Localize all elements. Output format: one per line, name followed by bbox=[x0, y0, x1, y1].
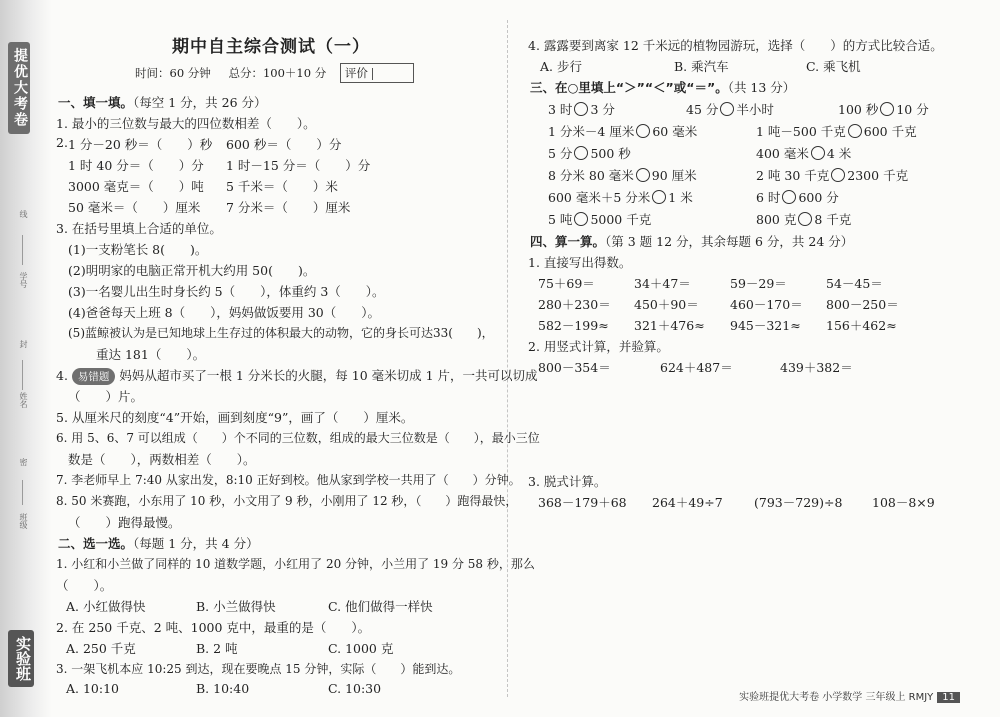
section-note: （每题 1 分，共 4 分） bbox=[133, 536, 259, 551]
compute-question-3: 3. 脱式计算。 bbox=[528, 474, 607, 489]
question-6: 6. 用 5、6、7 可以组成（ ）个不同的三位数，组成的最大三位数是（ ），最小三位 bbox=[56, 431, 540, 445]
question-2-item: 3000 毫克＝（ ）吨 bbox=[68, 179, 204, 194]
spine-divider bbox=[22, 360, 23, 390]
choice-option: B. 10:40 bbox=[196, 681, 250, 696]
spine-class-label: 班级 bbox=[19, 513, 28, 529]
oral-item: 800－250＝ bbox=[826, 297, 899, 312]
eval-blank[interactable] bbox=[372, 68, 409, 80]
compare-circle[interactable] bbox=[652, 190, 666, 204]
choice-question-1-cont: （ ）。 bbox=[56, 578, 113, 593]
oral-item: 945－321≈ bbox=[730, 318, 801, 333]
compare-item: 8 分米 80 毫米 90 厘米 bbox=[548, 168, 697, 183]
exam-meta bbox=[135, 63, 414, 83]
compare-item: 100 秒 10 分 bbox=[838, 102, 929, 117]
section-heading-choose bbox=[58, 534, 259, 552]
question-1: 1. 最小的三位数与最大的四位数相差（ ）。 bbox=[56, 116, 316, 131]
compare-item: 800 克 8 千克 bbox=[756, 212, 852, 227]
oral-item: 582－199≈ bbox=[538, 318, 609, 333]
choice-option: C. 10:30 bbox=[328, 681, 382, 696]
vertical-calc-item: 624＋487＝ bbox=[660, 360, 733, 375]
compare-circle[interactable] bbox=[831, 168, 845, 182]
question-2-item: 5 千米＝（ ）米 bbox=[226, 179, 338, 194]
spine-name-label: 姓名 bbox=[19, 392, 28, 408]
compare-item: 2 吨 30 千克 2300 千克 bbox=[756, 168, 909, 183]
compare-item: 400 毫米 4 米 bbox=[756, 146, 852, 161]
question-7: 7. 李老师早上 7:40 从家出发，8:10 正好到校。他从家到学校一共用了（ ）分钟。 bbox=[56, 473, 521, 487]
oral-item: 34＋47＝ bbox=[634, 276, 691, 291]
choice-option: B. 2 吨 bbox=[196, 641, 238, 656]
section-heading-compute bbox=[530, 232, 853, 250]
question-2-item: 50 毫米＝（ ）厘米 bbox=[68, 200, 201, 215]
compare-item: 1 分米－4 厘米 60 毫米 bbox=[548, 124, 698, 139]
choice-question-1: 1. 小红和小兰做了同样的 10 道数学题，小红用了 20 分钟，小兰用了 19 分 58 秒，那么 bbox=[56, 557, 535, 571]
question-number: 4. bbox=[56, 368, 68, 383]
oral-item: 321＋476≈ bbox=[634, 318, 705, 333]
compare-item: 600 毫米＋5 分米 1 米 bbox=[548, 190, 693, 205]
question-2-item: 1 时 40 分＝（ ）分 bbox=[68, 158, 204, 173]
compare-item: 45 分 半小时 bbox=[686, 102, 774, 117]
spine-divider bbox=[22, 235, 23, 265]
spine-secret-mark: 密 bbox=[19, 458, 28, 466]
question-2-item: 7 分米＝（ ）厘米 bbox=[226, 200, 351, 215]
spine-divider bbox=[22, 480, 23, 505]
compare-item: 5 分 500 秒 bbox=[548, 146, 631, 161]
section-title: 三、在○里填上“＞”“＜”或“＝”。 bbox=[530, 80, 728, 95]
question-8-cont: （ ）跑得最慢。 bbox=[68, 515, 181, 530]
oral-item: 280＋230＝ bbox=[538, 297, 611, 312]
oral-item: 75＋69＝ bbox=[538, 276, 595, 291]
binding-spine bbox=[0, 0, 52, 717]
choice-option: C. 乘飞机 bbox=[806, 59, 861, 74]
choice-option: A. 步行 bbox=[540, 59, 582, 74]
oral-item: 54－45＝ bbox=[826, 276, 883, 291]
compute-question-1: 1. 直接写出得数。 bbox=[528, 255, 632, 270]
step-calc-item: 368－179＋68 bbox=[538, 495, 627, 510]
step-calc-item: (793－729)÷8 bbox=[754, 495, 843, 510]
oral-item: 59－29＝ bbox=[730, 276, 787, 291]
compare-item: 1 吨－500 千克 600 千克 bbox=[756, 124, 917, 139]
choice-option: C. 1000 克 bbox=[328, 641, 394, 656]
choice-option: A. 250 千克 bbox=[66, 641, 136, 656]
step-calc-item: 264＋49÷7 bbox=[652, 495, 723, 510]
section-title: 二、选一选。 bbox=[58, 536, 134, 551]
page-title: 期中自主综合测试（一） bbox=[172, 37, 370, 57]
step-calc-item: 108－8×9 bbox=[872, 495, 935, 510]
section-title: 一、填一填。 bbox=[58, 95, 134, 110]
question-3-item: (5)蓝鲸被认为是已知地球上生存过的体积最大的动物，它的身长可达33( )， bbox=[68, 326, 494, 340]
compare-circle[interactable] bbox=[574, 212, 588, 226]
vertical-calc-item: 800－354＝ bbox=[538, 360, 611, 375]
question-2-item: 600 秒＝（ ）分 bbox=[226, 137, 342, 152]
eval-box bbox=[340, 63, 414, 83]
page-footer bbox=[739, 688, 960, 703]
choice-question-3: 3. 一架飞机本应 10:25 到达，现在要晚点 15 分钟，实际（ ）能到达。 bbox=[56, 662, 461, 676]
eval-label: 评价 bbox=[344, 66, 368, 80]
compare-circle[interactable] bbox=[848, 124, 862, 138]
choice-option: B. 小兰做得快 bbox=[196, 599, 276, 614]
question-5: 5. 从厘米尺的刻度“4”开始，画到刻度“9”，画了（ ）厘米。 bbox=[56, 410, 414, 425]
compare-item: 6 时 600 分 bbox=[756, 190, 839, 205]
compare-circle[interactable] bbox=[636, 168, 650, 182]
choice-option: A. 10:10 bbox=[66, 681, 119, 696]
section-heading-fill bbox=[58, 93, 267, 111]
question-3: 3. 在括号里填上合适的单位。 bbox=[56, 221, 222, 236]
spine-brand-label: 提优大考卷 bbox=[8, 42, 30, 134]
question-2-number: 2. bbox=[56, 135, 68, 150]
spine-seal-mark: 封 bbox=[19, 340, 28, 348]
page-fold-line bbox=[507, 20, 508, 697]
compare-circle[interactable] bbox=[782, 190, 796, 204]
choice-question-2: 2. 在 250 千克、2 吨、1000 克中，最重的是（ ）。 bbox=[56, 620, 371, 635]
question-3-item: 重达 181（ ）。 bbox=[96, 347, 206, 362]
compare-circle[interactable] bbox=[798, 212, 812, 226]
page-number: 11 bbox=[937, 692, 960, 703]
section-heading-compare bbox=[530, 78, 795, 96]
compare-circle[interactable] bbox=[880, 102, 894, 116]
section-note: （第 3 题 12 分，其余每题 6 分，共 24 分） bbox=[605, 234, 854, 249]
footer-text: 实验班提优大考卷 小学数学 三年级上 RMJY bbox=[739, 692, 934, 703]
oral-item: 450＋90＝ bbox=[634, 297, 699, 312]
compare-circle[interactable] bbox=[636, 124, 650, 138]
time-limit: 时间：60 分钟 bbox=[135, 66, 211, 80]
question-4 bbox=[56, 366, 538, 385]
oral-item: 460－170＝ bbox=[730, 297, 803, 312]
compute-question-2: 2. 用竖式计算，并验算。 bbox=[528, 339, 669, 354]
compare-item: 3 时 3 分 bbox=[548, 102, 615, 117]
compare-item: 5 吨 5000 千克 bbox=[548, 212, 652, 227]
section-note: （每空 1 分，共 26 分） bbox=[133, 95, 267, 110]
question-6-cont: 数是（ ），两数相差（ ）。 bbox=[68, 452, 256, 467]
choice-option: B. 乘汽车 bbox=[674, 59, 729, 74]
question-3-item: (2)明明家的电脑正常开机大约用 50( )。 bbox=[68, 263, 316, 278]
section-note: （共 13 分） bbox=[727, 80, 796, 95]
question-8: 8. 50 米赛跑，小东用了 10 秒，小文用了 9 秒，小刚用了 12 秒，（ ）跑得最快， bbox=[56, 494, 518, 508]
question-4-cont: （ ）片。 bbox=[68, 389, 144, 404]
spine-brand-label-2: 实验班 bbox=[8, 630, 34, 687]
question-2-item: 1 分－20 秒＝（ ）秒 bbox=[68, 137, 213, 152]
spine-student-id-label: 学号 bbox=[19, 272, 28, 288]
oral-item: 156＋462≈ bbox=[826, 318, 897, 333]
compare-circle[interactable] bbox=[574, 102, 588, 116]
choice-option: A. 小红做得快 bbox=[66, 599, 146, 614]
choice-question-4: 4. 露露要到离家 12 千米远的植物园游玩，选择（ ）的方式比较合适。 bbox=[528, 38, 943, 53]
question-3-item: (1)一支粉笔长 8( )。 bbox=[68, 242, 208, 257]
compare-circle[interactable] bbox=[811, 146, 825, 160]
question-2-item: 1 时－15 分＝（ ）分 bbox=[226, 158, 371, 173]
compare-circle[interactable] bbox=[720, 102, 734, 116]
vertical-calc-item: 439＋382＝ bbox=[780, 360, 853, 375]
question-3-item: (4)爸爸每天上班 8（ ），妈妈做饭要用 30（ ）。 bbox=[68, 305, 381, 320]
spine-line-mark: 线 bbox=[19, 210, 28, 218]
choice-option: C. 他们做得一样快 bbox=[328, 599, 433, 614]
total-score: 总分：100＋10 分 bbox=[228, 66, 327, 80]
question-3-item: (3)一名婴儿出生时身长约 5（ ），体重约 3（ ）。 bbox=[68, 284, 385, 299]
section-title: 四、算一算。 bbox=[530, 234, 606, 249]
question-text: 妈妈从超市买了一根 1 分米长的火腿，每 10 毫米切成 1 片，一共可以切成 bbox=[119, 368, 538, 383]
tricky-badge: 易错题 bbox=[72, 368, 116, 385]
compare-circle[interactable] bbox=[574, 146, 588, 160]
